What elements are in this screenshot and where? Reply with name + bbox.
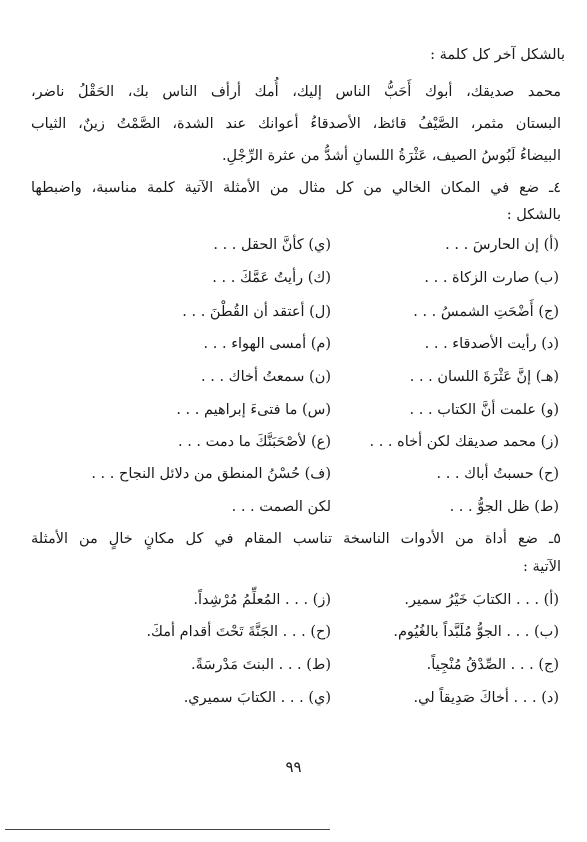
exercise4-item-f: (و) علمت أنَّ الكتاب . . . xyxy=(409,402,559,418)
paragraph-line-2: البستان مثمر، الصَّيْفُ قائظ، الأصدقاءُ أعوانك عند الشدة، الصَّمْتُ زينٌ، الثياب xyxy=(31,116,561,132)
page-number: ٩٩ xyxy=(285,758,302,776)
exercise4-item-e: (هـ) إنَّ عَثْرَةَ اللسان . . . xyxy=(409,369,559,385)
exercise4-item-l: (ل) أعتقد أن القُطْنَ . . . xyxy=(182,304,331,320)
exercise5-item-d: (د) . . . أخاكَ صَدِيقاً لي. xyxy=(413,690,559,706)
exercise5-item-y: (ي) . . . الكتابَ سميري. xyxy=(183,690,331,706)
exercise4-item-s: (س) ما فتىءَ إبراهيم . . . xyxy=(176,402,331,418)
exercise5-item-z: (ز) . . . المُعلِّمُ مُرْشِداً. xyxy=(193,592,331,608)
exercise5-heading: ٥ـ ضع أداة من الأدوات الناسخة تناسب المقام في كل مكانٍ خالٍ من الأمثلة xyxy=(31,531,561,547)
exercise4-item-b: (ب) صارت الزكاة . . . xyxy=(424,270,559,286)
exercise4-item-ain: (ع) لأصْحَبَنَّكَ ما دمت . . . xyxy=(177,434,331,450)
exercise5-item-t: (ط) . . . البنتَ مَدْرسَةً. xyxy=(191,657,331,673)
bottom-rule xyxy=(5,829,330,830)
paragraph-line-1: محمد صديقك، أبوك أَحَبُّ الناس إليك، أُمك أرأف الناس بك، الحَقْلُ ناضر، xyxy=(31,84,561,100)
exercise5-item-h: (ح) . . . الجَنَّةَ تَحْتَ أقدام أمكَ. xyxy=(146,624,331,640)
exercise4-item-g: (ز) محمد صديقك لكن أخاه . . . xyxy=(369,434,559,450)
exercise4-item-d: (د) رأيت الأصدقاء . . . xyxy=(424,336,559,352)
exercise5-item-a: (أ) . . . الكتابَ خَيْرُ سمير. xyxy=(404,592,559,608)
exercise4-item-k: (ك) رأيتُ عَمَّكَ . . . xyxy=(212,270,331,286)
exercise4-heading-cont: بالشكل : xyxy=(506,207,561,223)
exercise5-item-b: (ب) . . . الجوُّ مُلَبَّداً بالغُيُوم. xyxy=(393,624,559,640)
exercise4-item-h: (ح) حسبتُ أباك . . . xyxy=(436,466,559,482)
exercise4-item-a: (أ) إن الحارسَ . . . xyxy=(445,237,559,253)
exercise5-item-c: (ج) . . . الصِّدْقُ مُنْجِياً. xyxy=(426,657,559,673)
exercise5-heading-cont: الآتية : xyxy=(523,559,561,575)
exercise4-item-i: (ط) ظل الجوُّ . . . xyxy=(449,499,559,515)
exercise4-item-last: لكن الصمت . . . xyxy=(231,499,331,515)
exercise4-item-j: (ي) كأنَّ الحقل . . . xyxy=(213,237,331,253)
exercise4-item-c: (ج) أَضْحَتِ الشمسُ . . . xyxy=(413,304,559,320)
paragraph-line-3: البيضاءُ لَبُوسُ الصيف، عَثْرَةُ اللسانِ أشدُّ من عثرة الرِّجْلِ. xyxy=(221,148,561,164)
exercise4-heading: ٤ـ ضع في المكان الخالي من كل مثال من الأمثلة الآتية كلمة مناسبة، واضبطها xyxy=(31,180,561,196)
exercise4-item-n: (ن) سمعتُ أخاك . . . xyxy=(201,369,331,385)
exercise4-item-f2: (ف) حُسْنُ المنطق من دلائل النجاح . . . xyxy=(91,466,331,482)
exercise4-item-m: (م) أمسى الهواء . . . xyxy=(203,336,331,352)
intro-line: بالشكل آخر كل كلمة : xyxy=(430,47,565,63)
